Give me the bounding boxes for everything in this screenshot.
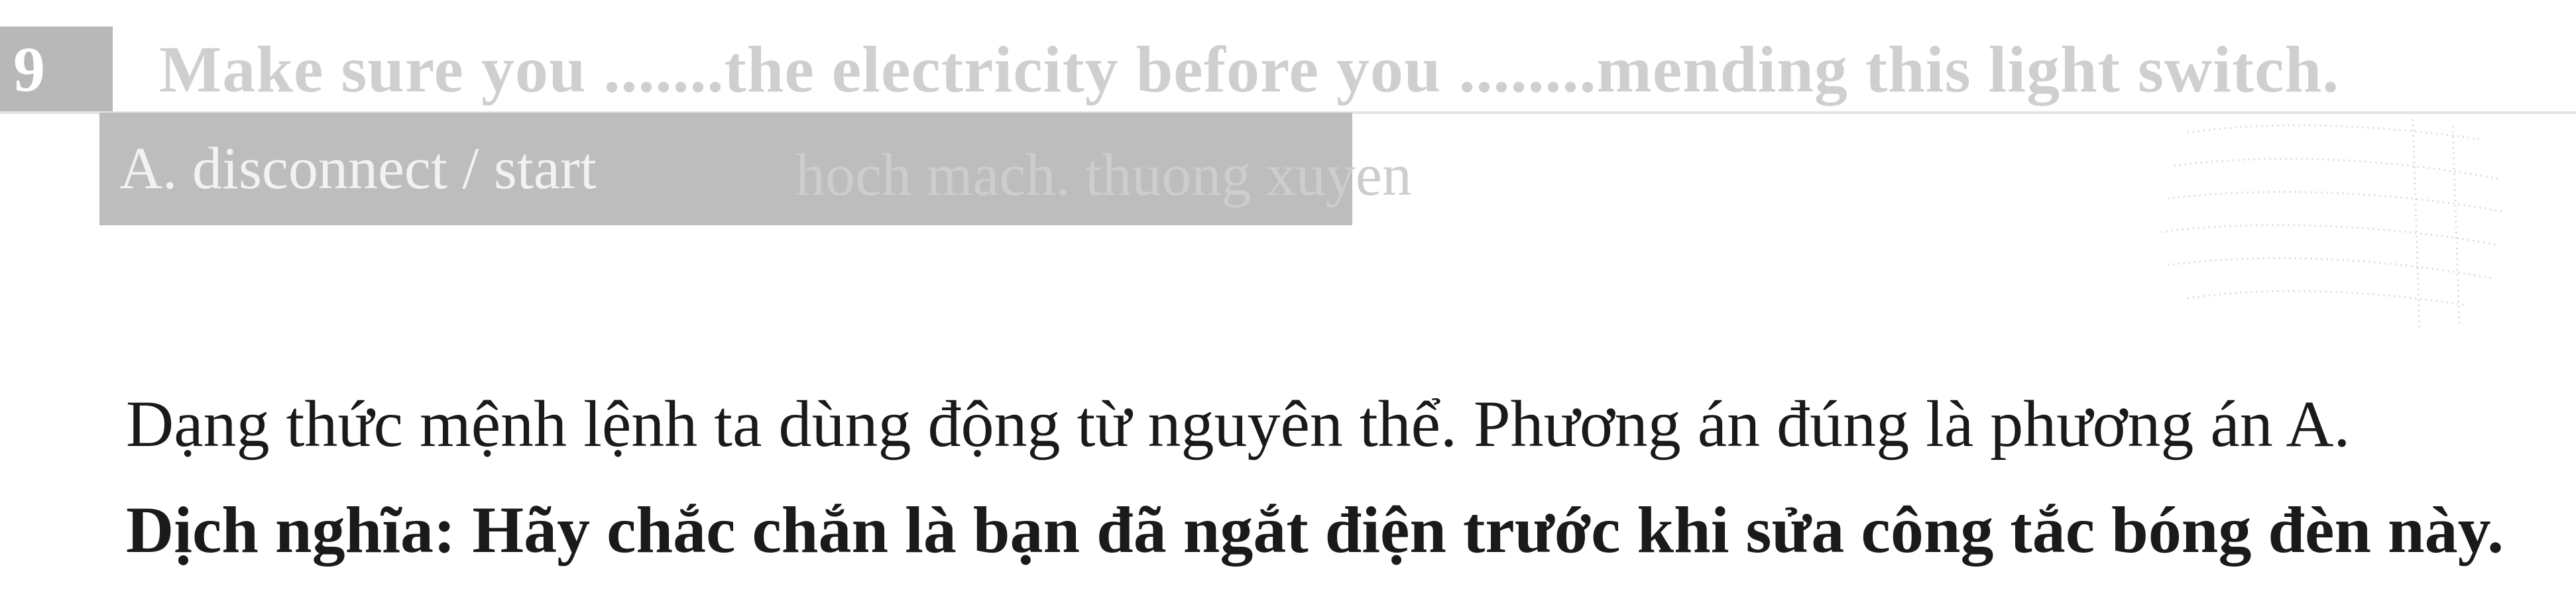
option-ghost-text: hoch mach. thuong xuyen: [795, 142, 1412, 208]
scan-noise-mark: [2108, 106, 2519, 345]
question-row: [0, 27, 2576, 113]
answer-option-a: [99, 113, 1412, 225]
option-a-label: A. disconnect / start: [119, 136, 597, 201]
answer-translation: Dịch nghĩa: Hãy chắc chắn là bạn đã ngắt điện trước khi sửa công tắc bóng đèn này.: [126, 493, 2504, 567]
question-text: Make sure you .......the electricity before you ........mending this light switch.: [159, 32, 2340, 106]
question-number-badge: 9: [0, 27, 113, 113]
answer-explanation: Dạng thức mệnh lệnh ta dùng động từ nguyên thể. Phương án đúng là phương án A.: [126, 387, 2351, 461]
